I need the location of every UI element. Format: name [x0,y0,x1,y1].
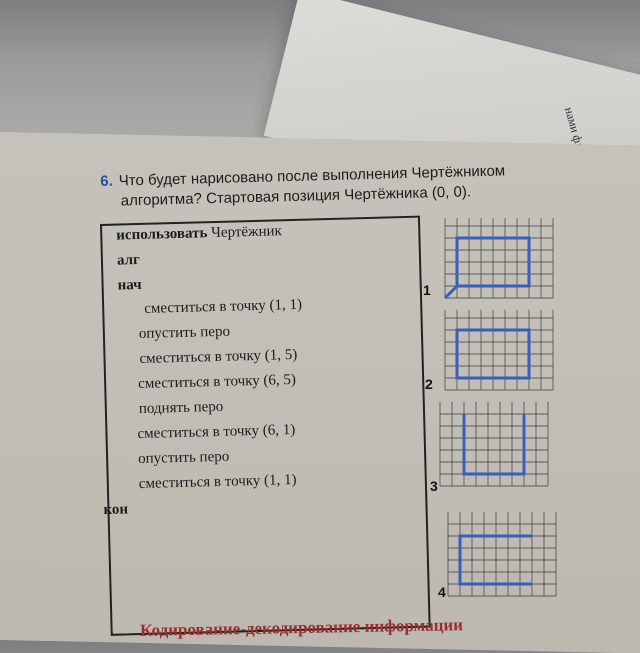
option-1-figure [423,218,560,303]
step-7: опустить перо [137,448,230,468]
question-number: 6. [100,172,113,190]
top-page-text: нами фл [561,105,587,150]
option-3-figure [430,402,555,492]
use-keyword: использовать [116,225,208,244]
begin-keyword: нач [117,276,142,294]
section-title: Кодирование-декодирование информации [139,615,464,640]
use-target: Чертёжник [210,223,283,242]
option-1-grid [435,218,560,303]
end-keyword: кон [103,501,129,519]
option-4-figure [438,512,563,602]
step-2: опустить перо [138,323,231,343]
option-4-grid [438,512,563,602]
option-3-grid [430,402,555,492]
question-line-1: Что будет нарисовано после выполнения Чертёжником [118,162,506,190]
option-1-label: 1 [423,282,431,298]
step-3: сместиться в точку (1, 5) [139,346,298,368]
algorithm-box [100,216,431,636]
alg-keyword: алг [116,251,141,269]
option-3-label: 3 [430,478,438,494]
step-6: сместиться в точку (6, 1) [137,421,296,443]
question-line-2: алгоритма? Стартовая позиция Чертёжника (0, 0). [120,183,472,210]
option-3-path [464,414,524,474]
option-4-label: 4 [438,584,446,600]
step-4: сместиться в точку (6, 5) [137,371,297,393]
step-5: поднять перо [138,398,224,418]
option-2-label: 2 [425,376,433,392]
step-1: сместиться в точку (1, 1) [144,296,303,317]
option-2-figure [425,310,560,395]
use-line [116,223,282,244]
answer-options [420,218,570,608]
option-2-grid [435,310,560,395]
option-1-path [445,238,529,298]
step-8: сместиться в точку (1, 1) [138,471,297,493]
